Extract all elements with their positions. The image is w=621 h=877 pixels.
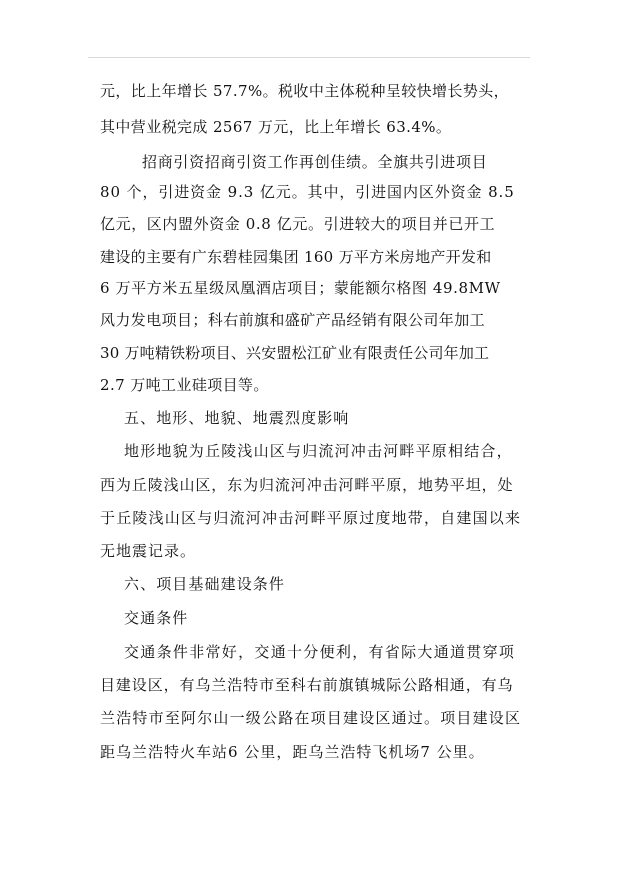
- text-line: 元，比上年增长 57.7%。税收中主体税种呈较快增长势头，: [100, 82, 510, 100]
- text-line: 风力发电项目；科右前旗和盛矿产品经销有限公司年加工: [100, 311, 486, 329]
- section-heading: 五、地形、地貌、地震烈度影响: [124, 409, 350, 427]
- text-line: 目建设区，有乌兰浩特市至科右前旗镇城际公路相通，有乌: [100, 676, 514, 694]
- text-line: 建设的主要有广东碧桂园集团 160 万平方米房地产开发和: [100, 248, 492, 266]
- text-line: 于丘陵浅山区与归流河冲击河畔平原过度地带，自建国以来: [100, 509, 522, 527]
- subheading: 交通条件: [124, 609, 189, 627]
- text-line: 无地震记录。: [100, 542, 197, 560]
- text-line: 亿元，区内盟外资金 0.8 亿元。引进较大的项目并已开工: [100, 215, 496, 233]
- text-line: 距乌兰浩特火车站6 公里，距乌兰浩特飞机场7 公里。: [100, 743, 485, 761]
- text-line: 地形地貌为丘陵浅山区与归流河冲击河畔平原相结合，: [124, 442, 513, 460]
- text-line: 30 万吨精铁粉项目、兴安盟松江矿业有限责任公司年加工: [100, 344, 490, 362]
- text-line: 招商引资招商引资工作再创佳绩。全旗共引进项目: [142, 153, 488, 171]
- text-line: 其中营业税完成 2567 万元，比上年增长 63.4%。: [100, 118, 452, 136]
- text-line: 80 个，引进资金 9.3 亿元。其中，引进国内区外资金 8.5: [100, 183, 515, 201]
- text-line: 2.7 万吨工业硅项目等。: [100, 376, 269, 394]
- text-line: 兰浩特市至阿尔山一级公路在项目建设区通过。项目建设区: [100, 709, 522, 727]
- text-line: 6 万平方米五星级凤凰酒店项目；蒙能额尔格图 49.8MW: [100, 279, 501, 297]
- text-line: 交通条件非常好，交通十分便利，有省际大通道贯穿项: [124, 643, 516, 661]
- header-rule: [88, 57, 530, 58]
- section-heading: 六、项目基础建设条件: [124, 575, 286, 593]
- text-line: 西为丘陵浅山区，东为归流河冲击河畔平原，地势平坦，处: [100, 476, 514, 494]
